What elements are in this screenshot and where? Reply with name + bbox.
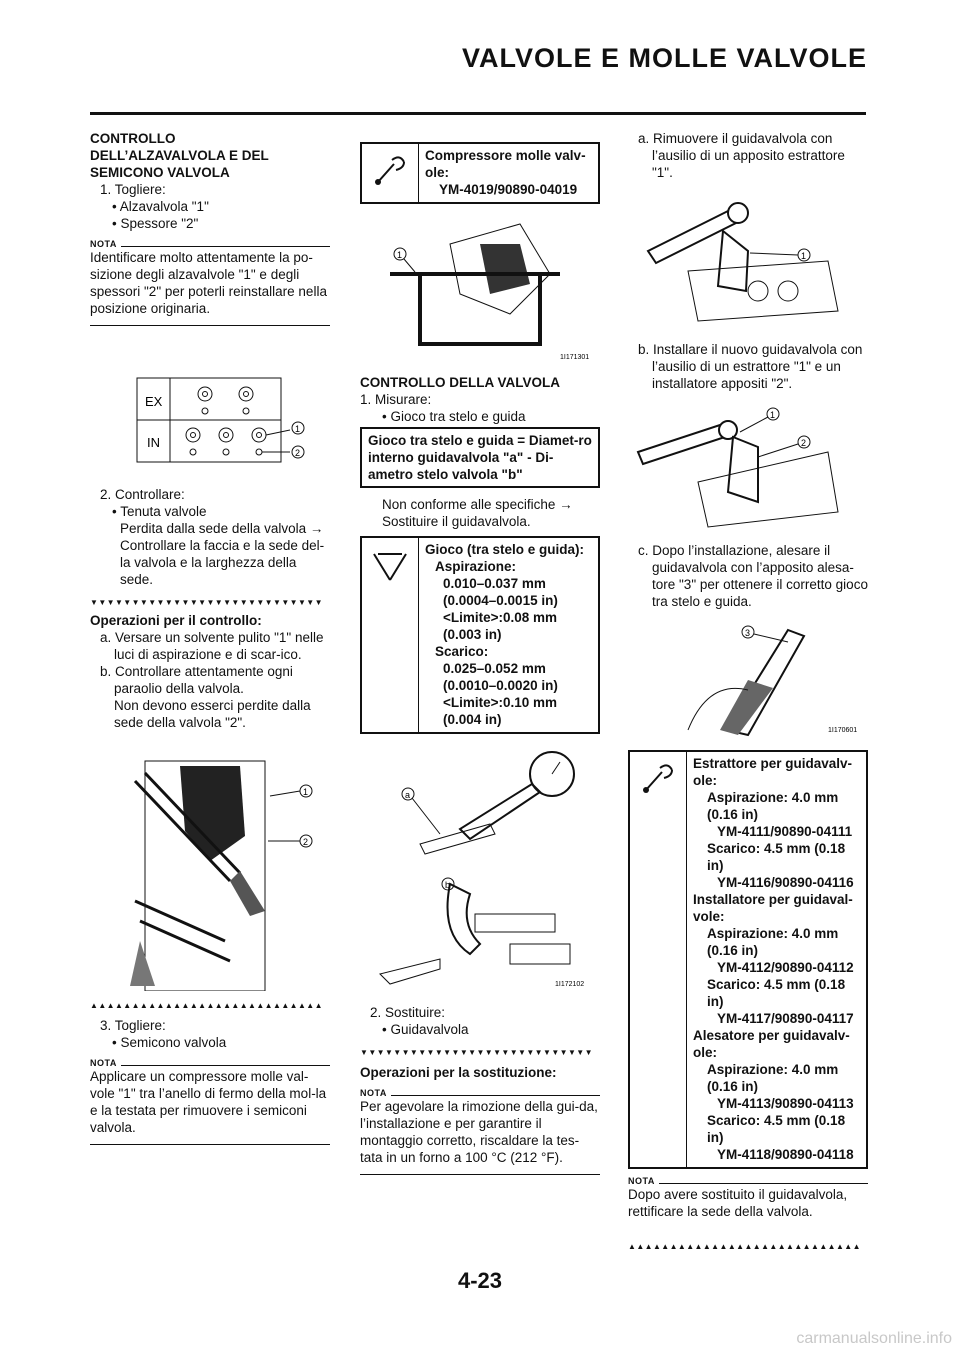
nota-box	[628, 1176, 868, 1220]
tool-code: YM-4019/90890-04019	[439, 182, 578, 197]
callout-b: b	[445, 880, 451, 890]
header-rule	[90, 112, 866, 115]
figure-code: 1I172102	[555, 981, 585, 988]
figure-reaming	[628, 620, 868, 740]
spec-clearance	[360, 536, 600, 734]
nota-text: Per agevolare la rimozione della gui-da, l’installazione e per garantire il montaggio corretto, riscaldare la tes-tata in un forno a 100 °C (212 °F).	[360, 1099, 598, 1165]
spec-title: Gioco (tra stelo e guida):	[425, 542, 585, 557]
clearance-formula: Gioco tra stelo e guida = Diamet-ro interno guidavalvola "a" - Di-ametro stelo valvola "b"	[360, 427, 600, 488]
ops-end-marker: ▲▲▲▲▲▲▲▲▲▲▲▲▲▲▲▲▲▲▲▲▲▲▲▲▲▲▲▲	[628, 1242, 861, 1251]
step-2-item: • Tenuta valvole	[112, 504, 207, 519]
callout-1: 1	[397, 250, 403, 260]
step-3: 3. Togliere:	[100, 1018, 166, 1033]
heading-line: CONTROLLO	[90, 131, 176, 146]
nota-box	[360, 1088, 600, 1175]
spec-line: YM-4113/90890-04113	[717, 1096, 854, 1111]
step-a: a. Rimuovere il guidavalvola con l’ausilio di un apposito estrattore "1".	[638, 131, 845, 180]
column-3	[628, 130, 868, 1252]
tool-spec-guide-tools	[628, 750, 868, 1169]
watermark: carmanualsonline.info	[796, 1330, 952, 1347]
spec-line: YM-4118/90890-04118	[717, 1147, 854, 1162]
spec-line: Aspirazione: 4.0 mm (0.16 in)	[707, 926, 839, 958]
step-2: 2. Controllare:	[100, 487, 185, 502]
spec-line: 0.025–0.052 mm	[443, 661, 546, 676]
step-1: 1. Misurare:	[360, 392, 432, 407]
valve-seal-check-illustration	[90, 741, 330, 991]
step-2-text: Perdita dalla sede della valvola → Controllare la faccia e la sede del-la valvola e la larghezza della sede.	[120, 521, 325, 587]
nota-label: NOTA	[90, 239, 121, 249]
step-b: b. Installare il nuovo guidavalvola con l’ausilio di un estrattore "1" e un installatore appositi "2".	[638, 342, 863, 391]
nota-label: NOTA	[628, 1176, 659, 1186]
figure-guide-install	[628, 402, 868, 532]
figure-compressor	[360, 214, 600, 364]
section-heading-valve: CONTROLLO DELLA VALVOLA	[360, 375, 560, 390]
step-2-item: • Guidavalvola	[382, 1022, 469, 1037]
step-c: c. Dopo l’installazione, alesare il guidavalvola con l’apposito alesa-tore "3" per ottenere il corretto gioco tra stelo e guida.	[638, 543, 868, 609]
heading-line: DELL’ALZAVALVOLA E DEL	[90, 148, 269, 163]
spec-line: 0.010–0.037 mm	[443, 576, 546, 591]
nota-box	[90, 1058, 330, 1145]
spec-line: YM-4116/90890-04116	[717, 875, 854, 890]
op-b-note: Non devono esserci perdite dalla sede della valvola "2".	[114, 698, 311, 730]
callout-a: a	[405, 790, 411, 800]
step-2: 2. Sostituire:	[370, 1005, 446, 1020]
op-a: a. Versare un solvente pulito "1" nelle luci di aspirazione e di scar-ico.	[100, 630, 324, 662]
figure-code: 1I171301	[560, 354, 590, 361]
spec-line: (0.004 in)	[443, 712, 502, 727]
page-number: 4-23	[457, 1268, 503, 1293]
nota-text: Applicare un compressore molle val-vole "1" tra l’anello di fermo della mol-la e la testata per rimuovere i semiconi valvola.	[90, 1069, 327, 1135]
spec-line: Scarico: 4.5 mm (0.18 in)	[707, 977, 846, 1009]
spec-line: Estrattore per guidavalv-ole:	[693, 756, 853, 788]
spec-line: Scarico: 4.5 mm (0.18 in)	[707, 1113, 846, 1145]
spec-line: <Limite>:0.08 mm	[443, 610, 558, 625]
tool-spec-compressor	[360, 142, 600, 204]
figure-measurement	[360, 744, 600, 994]
ops-start-marker: ▼▼▼▼▼▼▼▼▼▼▼▼▼▼▼▼▼▼▼▼▼▼▼▼▼▼▼▼	[360, 1048, 593, 1057]
spec-line: YM-4112/90890-04112	[717, 960, 854, 975]
spec-line: Aspirazione:	[435, 559, 517, 574]
spec-line: Scarico:	[435, 644, 489, 659]
nota-label: NOTA	[360, 1088, 391, 1098]
callout-1: 1	[303, 787, 309, 797]
callout-1: 1	[801, 251, 807, 261]
lifter-layout-diagram	[90, 336, 330, 476]
ops-start-marker: ▼▼▼▼▼▼▼▼▼▼▼▼▼▼▼▼▼▼▼▼▼▼▼▼▼▼▼▼	[90, 598, 323, 607]
nonconformity-text: Non conforme alle specifiche → Sostituire il guidavalvola.	[382, 497, 573, 529]
spring-compressor-illustration	[360, 214, 600, 364]
guide-install-illustration	[628, 402, 868, 532]
callout-3: 3	[745, 628, 751, 638]
spec-line: (0.0004–0.0015 in)	[443, 593, 558, 608]
step-1-item: • Alzavalvola "1"	[112, 199, 209, 214]
spec-line: YM-4111/90890-04111	[717, 824, 853, 839]
spec-line: Aspirazione: 4.0 mm (0.16 in)	[707, 1062, 839, 1094]
nota-text: Dopo avere sostituito il guidavalvola, rettificare la sede della valvola.	[628, 1187, 848, 1219]
figure-code: 1I170601	[828, 727, 858, 734]
bore-gauge-micrometer-illustration	[360, 744, 600, 994]
tool-name: Compressore molle valv-ole:	[425, 148, 586, 180]
spec-line: (0.003 in)	[443, 627, 502, 642]
figure-lifter-layout	[90, 336, 330, 476]
nota-box	[90, 239, 330, 326]
ops-end-marker: ▲▲▲▲▲▲▲▲▲▲▲▲▲▲▲▲▲▲▲▲▲▲▲▲▲▲▲▲	[90, 1001, 323, 1010]
page-title: VALVOLE E MOLLE VALVOLE	[461, 43, 867, 73]
nota-label: NOTA	[90, 1058, 121, 1068]
spec-line: (0.0010–0.0020 in)	[443, 678, 558, 693]
ops-heading: Operazioni per la sostituzione:	[360, 1065, 557, 1080]
heading-line: SEMICONO VALVOLA	[90, 165, 230, 180]
section-heading-lifter	[90, 130, 330, 181]
nota-text: Identificare molto attentamente la po-sizione degli alzavalvole "1" e degli spessori "2" per poterli reinstallare nella posizione originaria.	[90, 250, 327, 316]
ex-label: EX	[145, 394, 163, 409]
figure-seal-check	[90, 741, 330, 991]
spec-line: <Limite>:0.10 mm	[443, 695, 558, 710]
step-1: 1. Togliere:	[100, 182, 166, 197]
tool-icon	[630, 752, 687, 1167]
spec-line: Scarico: 4.5 mm (0.18 in)	[707, 841, 846, 873]
spec-line: Installatore per guidaval-vole:	[693, 892, 853, 924]
spec-icon	[362, 538, 419, 732]
reamer-illustration	[628, 620, 868, 740]
step-3-item: • Semicono valvola	[112, 1035, 227, 1050]
spec-line: Alesatore per guidavalv-ole:	[693, 1028, 850, 1060]
callout-2: 2	[303, 837, 309, 847]
step-1-item: • Gioco tra stelo e guida	[382, 409, 526, 424]
figure-guide-removal	[628, 191, 868, 331]
callout-2: 2	[295, 448, 301, 458]
in-label: IN	[147, 435, 160, 450]
callout-1: 1	[295, 424, 301, 434]
column-2	[360, 140, 600, 1175]
step-1-item: • Spessore "2"	[112, 216, 199, 231]
op-b: b. Controllare attentamente ogni paraolio della valvola.	[100, 664, 293, 696]
callout-2: 2	[801, 438, 807, 448]
tool-icon	[362, 144, 419, 202]
spec-line: Aspirazione: 4.0 mm (0.16 in)	[707, 790, 839, 822]
column-1	[90, 130, 330, 1145]
callout-1: 1	[770, 410, 776, 420]
ops-heading: Operazioni per il controllo:	[90, 613, 262, 628]
guide-removal-illustration	[628, 191, 868, 331]
spec-line: YM-4117/90890-04117	[717, 1011, 854, 1026]
